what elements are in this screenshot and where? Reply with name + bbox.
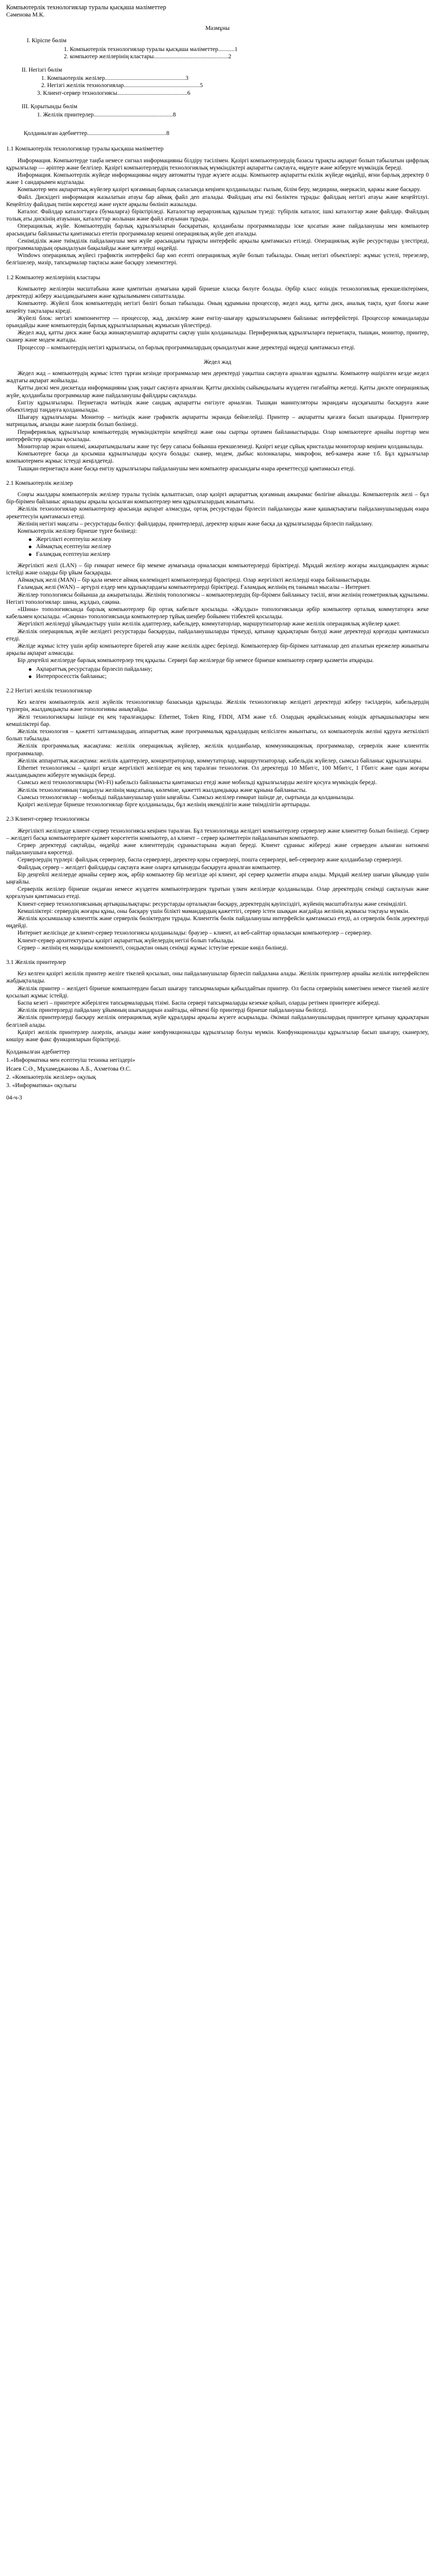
paragraph: Кез келген қазіргі желілік принтер желіге тікелей қосылып, оны пайдаланушылар бірлесіп пайдалана алады. Желілік принтерлер арнайы желілік интерфейспен жабдықталады. xyxy=(6,970,429,985)
paragraph: Қазіргі желілік принтерлер лазерлік, ағынды және көпфункционалды құрылғылар болуы мүмкін. Көпфункционалды құрылғылар басып шығару, сканерлеу, көшіру және факс функцияларын біріктіреді. xyxy=(6,1028,429,1043)
paragraph: Желілік принтерлерді пайдалану ұйымның шығындарын азайтады, өйткені бір принтерді бірнеше пайдаланушы бөліседі. xyxy=(18,1007,328,1014)
toc-item: 3. Клиент-сервер технологиясы...............................................6 xyxy=(37,89,190,96)
paragraph: Аймақтық желі (MAN) – бір қала немесе аймақ көлеміндегі компьютерлерді біріктіреді. Олар жергілікті желілерді өзара байланыстырады. xyxy=(18,577,371,584)
paragraph: Ғаламдық желі (WAN) – әртүрлі елдер мен құрлықтардағы компьютерлерді біріктіреді. Ғаламдық желінің ең танымал мысалы – Интернет. xyxy=(18,584,371,591)
bullet-item: Жергілікті есептеуіш желілер xyxy=(36,536,429,543)
references-heading: Қолданылған әдебиеттер xyxy=(6,1048,70,1056)
paragraph: Жергілікті желілерде клиент-сервер технологиясы кеңінен таралған. Бұл технологияда желідегі компьютерлер серверлер және клиенттер болып бөлінеді. Сервер – желідегі басқа компьютерлерге қызмет көрсететін компьютер, ал клиент – сервер қызметтерін пайдаланатын компьютер. xyxy=(6,827,429,841)
paragraph: Жедел жад – компьютердің жұмыс істеп тұрған кезінде программалар мен деректерді уақытша сақтауға арналған құрылғы. Компьютер өшірілген кезде жедел жадтағы ақпарат жойылады. xyxy=(6,369,429,384)
section xyxy=(6,687,429,808)
bullet-item: Ақпараттық ресурстарды бірлесіп пайдалану; xyxy=(36,666,429,673)
paragraph: Информация. Компьютерлік жүйеде информацияны өңдеу автоматты түрде жүзеге асады. Компьютер ақпаратты екілік жүйеде өңдейді, яғни барлық деректер 0 және 1 сандарымен кодталады. xyxy=(6,172,429,186)
section-heading: 2.1 Компьютерлік желілер xyxy=(6,479,73,486)
paragraph: Соңғы жылдары компьютерлік желілер туралы түсінік қалыптасып, олар қазіргі ақпараттық қоғамның ажырамас бөлігіне айналды. Компьютерлік желі – бұл бір-бірімен байланыс арналары арқылы қосылған компьютерлер мен құрылғылардың жиынтығы. xyxy=(6,490,429,505)
toc-item: 1. Компьютерлік желілер......................................................3 xyxy=(41,75,189,82)
toc-item: II. Негізгі бөлім xyxy=(22,66,62,74)
paragraph: «Шина» топологиясында барлық компьютерлер бір ортақ кабельге қосылады. «Жұлдыз» топологиясында әрбір компьютер орталық коммутаторға жеке кабельмен қосылады. «Сақина» топологиясында компьютерлер тұйық шеңбер бойымен тізбектей қосылады. xyxy=(6,606,429,620)
paragraph: Шығару құрылғылары. Монитор – мәтіндік және графиктік ақпаратты экранда бейнелейді. Принтер – ақпаратты қағазға басып шығарады. Принтерлер матрицалық, ағынды және лазерлік болып бөлінеді. xyxy=(6,414,429,428)
paragraph: Кемшіліктері: сервердің жоғары құны, оны басқару үшін білікті мамандардың қажеттігі, сервер істен шыққан жағдайда желінің жұмысы тоқтауы мүмкін. xyxy=(18,907,410,914)
section-heading: 2.3 Клиент-сервер технологиясы xyxy=(6,816,90,823)
paragraph: Желілер топологиясы бойынша да ажыратылады. Желінің топологиясы – компьютерлердің бір-бірімен байланысу тәсілі, яғни желінің геометриялық құрылымы. Негізгі топологиялар: шина, жұлдыз, сақина. xyxy=(6,591,429,605)
paragraph: Компьютерге басқа да қосымша құрылғыларды қосуға болады: сканер, модем, дыбыс колонкалары, микрофон, веб-камера және т.б. Бұл құрылғылар компьютермен жұмыс істеуді жеңілдетеді. xyxy=(6,450,429,465)
bullet-list xyxy=(6,666,429,680)
paragraph: Қатты дискі мен дискетада информацияны ұзақ уақыт сақтауға арналған. Қатты дискінің сыйымдылығы жүздеген гигабайтқа жетеді. Қатты дискте операциялық жүйе, қолданбалы программалар және пайдаланушы файлдары сақталады. xyxy=(6,384,429,399)
paragraph: Процессор – компьютердің негізгі құрылғысы, ол барлық программалардың орындалуын және деректерді өңдеуді қамтамасыз етеді. xyxy=(18,344,356,351)
reference-item: 1.«Информатика мен есептеуіш техника негіздері» xyxy=(6,1057,135,1064)
paragraph: Файлдық сервер – желідегі файлдарды сақтауға және оларға қатынауды басқаруға арналған компьютер. xyxy=(18,863,282,871)
paragraph: Компьютерлік желілер бірнеше түрге бөлінеді: xyxy=(18,527,137,534)
bullet-item: Аймақтық есептеуіш желілер xyxy=(36,543,429,550)
paragraph: Каталог. Файлдар каталогтарға (бумаларға) біріктіріледі. Каталогтар иерархиялық құрылым түзеді: түбірлік каталог, ішкі каталогтар және файлдар. Файлдың толық аты дискінің атауынан, каталогтар жолынан және файл атауынан тұрады. xyxy=(6,208,429,223)
paragraph: Клиент-сервер архитектурасы қазіргі ақпараттық жүйелердің негізі болып табылады. xyxy=(18,937,235,944)
document-title: Компьютерлік технологиялар туралы қысқаша мәліметтер xyxy=(6,4,166,11)
paragraph: Желілік технологиялар компьютерлер арасында ақпарат алмасуды, ортақ ресурстарды бірлесіп пайдалануды және қашықтықтағы пайдаланушылардың өзара әрекеттесуін қамтамасыз етеді. xyxy=(6,505,429,520)
paragraph: Серверлік желілер бірнеше ондаған немесе жүздеген компьютерлерден тұратын үлкен желілерде қолданылады. Олар деректердің сенімді сақталуын және қорғалуын қамтамасыз етеді. xyxy=(6,886,429,900)
paragraph: Компьютер мен ақпараттық жүйелер қазіргі қоғамның барлық саласында кеңінен қолданылады: ғылым, білім беру, медицина, өнеркәсіп, қаржы және басқару. xyxy=(18,186,421,193)
paragraph: Информация. Компьютерде таңба немесе сигнал информацияны білдіру тәсілімен. Қазіргі компьютерлердің базасы тұрақты ақпарат болып табылатын цифрлық құрылғылар — әріптер және белгілер. Қазіргі компьютерлердің технологиялық мүмкіндіктері ақпаратты сақтауға, өңдеуге және жіберуге мүмкіндік береді. xyxy=(6,157,429,171)
paragraph: Сеніміділік және тиімділік пайдаланушы мен жүйе арасындағы тұрақты интерфейс арқылы қамтамасыз етіледі. Операциялық жүйе ресурстарды үлестіреді, программалардың орындалуын бақылайды және қателерді өңдейді. xyxy=(6,237,429,252)
paragraph: Файл. Дискідегі информация жазылатын атауы бар аймақ файл деп аталады. Файлдың аты екі бөліктен тұрады: файлдың негізгі атауы және кеңейтілуі. Кеңейтілу файлдың типін көрсетеді және нүкте арқылы бөлініп жазылады. xyxy=(6,193,429,208)
paragraph: Бір деңгейлі желілерде арнайы сервер жоқ, әрбір компьютер бір мезгілде әрі клиент, әрі сервер қызметін атқара алады. Мұндай желілер шағын ұйымдар үшін ыңғайлы. xyxy=(6,871,429,885)
section-heading: 2.2 Негізгі желілік технологиялар xyxy=(6,687,92,694)
paragraph: Компьютер. Жүйелі блок компьютердің негізгі бөлігі болып табылады. Оның құрамына процессор, жедел жад, қатты диск, аналық тақта, қуат блогы және кеңейту тақталары кіреді. xyxy=(6,300,429,314)
bullet-item: Ғаламдық есептеуіш желілер xyxy=(36,551,429,558)
paragraph: Сымсыз желі технологиялары (Wi-Fi) кабельсіз байланысты қамтамасыз етеді және мобильді құрылғыларды желіге қосуға мүмкіндік береді. xyxy=(18,779,377,786)
table-of-contents xyxy=(6,25,429,137)
paragraph: Желілік технологияның таңдалуы желінің мақсатына, көлеміне, қажетті жылдамдыққа және құнына байланысты. xyxy=(18,786,307,793)
document-page xyxy=(0,0,436,1107)
paragraph: Серверлердің түрлері: файлдық серверлер, баспа серверлері, деректер қоры серверлері, пошта серверлері, веб-серверлер және қолданбалар серверлері. xyxy=(18,856,403,863)
page-footer: 04-ч-3 xyxy=(6,1094,22,1101)
paragraph: Сервер – желінің ең маңызды компоненті, сондықтан оның сенімді жұмыс істеуіне ерекше көңіл бөлінеді. xyxy=(18,944,288,951)
paragraph: Енгізу құрылғылары. Пернетақта мәтіндік және сандық ақпаратты енгізуге арналған. Тышқан манипуляторы экрандағы нұсқағышты басқаруға және объектілерді таңдауға қолданылады. xyxy=(6,399,429,413)
reference-item: 3. «Информатика» оқулығы xyxy=(6,1082,77,1089)
toc-item: 2. Негізгі желілік технологиялар...................................................5 xyxy=(41,82,203,89)
toc-item: 1. Желілік принтерлер.....................................................8 xyxy=(37,111,176,118)
toc-items xyxy=(6,37,429,137)
section-heading: 3.1 Желілік принтерлер xyxy=(6,958,66,965)
paragraph: Желілік қосымшалар клиенттік және серверлік бөліктерден тұрады. Клиенттік бөлік пайдаланушы интерфейсін қамтамасыз етеді, ал серверлік бөлік деректерді өңдейді. xyxy=(6,914,429,929)
references xyxy=(6,1048,429,1089)
toc-item: III. Қорытынды бөлім xyxy=(22,103,78,110)
section-heading: 1.1 Компьютерлік технологиялар туралы қысқаша мәліметтер xyxy=(6,145,164,152)
document-author: Сәменова М.К. xyxy=(6,11,45,18)
paragraph: Қазіргі желілерде бірнеше технологиялар бірге қолданылады, бұл желінің икемділігін және тиімділігін арттырады. xyxy=(18,801,311,808)
paragraph: Желілік аппараттық жасақтама: желілік адаптерлер, концентраторлар, коммутаторлар, маршрутизаторлар, кабельдік жүйелер, сымсыз байланыс құрылғылары. xyxy=(18,757,423,764)
paragraph: Жергілікті желі (LAN) – бір ғимарат немесе бір мекеме аумағында орналасқан компьютерлерді біріктіреді. Мұндай желілер жоғары жылдамдықпен жұмыс істейді және оларды бір ұйым басқарады. xyxy=(6,562,429,576)
bullet-list xyxy=(6,536,429,558)
section xyxy=(6,816,429,952)
paragraph: Бір деңгейлі желілерде барлық компьютерлер тең құқылы. Сервері бар желілерде бір немесе бірнеше компьютер сервер қызметін атқарады. xyxy=(18,657,374,664)
section xyxy=(6,145,429,266)
paragraph: Windows операциялық жүйесі графиктік интерфейсі бар көп есепті операциялық жүйе болып табылады. Оның негізгі объектілері: жұмыс үстелі, терезелер, белгішелер, мәзір, тапсырмалар тақтасы және басқару элементтері. xyxy=(6,252,429,266)
paragraph: Тышқан-пернетақта және басқа енгізу құрылғылары пайдаланушы мен компьютер арасындағы өзара әрекеттесуді қамтамасыз етеді. xyxy=(18,465,355,472)
reference-item: 2. «Компьютерлік желілер» оқулық xyxy=(6,1073,96,1080)
paragraph: Клиент-сервер технологиясының артықшылықтары: ресурстарды орталықтан басқару, деректердің қауіпсіздігі, жүйенің масштабталуы және сенімділігі. xyxy=(18,900,407,907)
paragraph: Желі технологиялары ішінде ең кең таралғандары: Ethernet, Token Ring, FDDI, ATM және т.б. Олардың әрқайсысының өзіндік артықшылықтары мен кемшіліктері бар. xyxy=(6,713,429,727)
section xyxy=(6,480,429,680)
document-sections xyxy=(6,145,429,1043)
section xyxy=(6,274,429,351)
paragraph: Баспа кезегі – принтерге жіберілген тапсырмалардың тізімі. Баспа сервері тапсырмаларды кезекке қойып, оларды ретімен принтерге жібереді. xyxy=(18,999,380,1006)
paragraph: Желілік принтер – желідегі бірнеше компьютерден басып шығару тапсырмаларын қабылдайтын принтер. Ол баспа серверінің көмегімен немесе тікелей желіге қосылып жұмыс істейді. xyxy=(6,985,429,999)
paragraph: Желіде жұмыс істеу үшін әрбір компьютерге бірегей атау және желілік адрес беріледі. Компьютерлер бір-бірімен хаттамалар деп аталатын ережелер жиынтығы арқылы ақпарат алмасады. xyxy=(6,642,429,657)
toc-item: 1. Компьютерлік технологиялар туралы қысқаша мәліметтер...........1 xyxy=(64,45,238,53)
paragraph: Ethernet технологиясы – қазіргі кезде жергілікті желілерде ең кең таралған технология. Ол деректерді 10 Мбит/с, 100 Мбит/с, 1 Гбит/с және одан жоғары жылдамдықпен жіберуге мүмкіндік береді. xyxy=(6,765,429,779)
section xyxy=(6,959,429,1043)
paragraph: Перифериялық құрылғылар компьютердің мүмкіндіктерін кеңейтеді және оны сыртқы ортамен байланыстырады. Олар компьютерге арнайы порттар мен интерфейстер арқылы қосылады. xyxy=(6,428,429,443)
paragraph: Мониторлар экран өлшемі, ажыратымдылығы және түс беру сапасы бойынша ерекшеленеді. Қазіргі кезде сұйық кристалды мониторлар кеңінен қолданылады. xyxy=(18,443,424,450)
paragraph: Операциялық жүйе. Компьютердің барлық құрылғыларын басқаратын, қолданбалы программаларды іске қосатын және пайдаланушы мен компьютер арасындағы байланысты қамтамасыз ететін программалар кешені операциялық жүйе деп аталады. xyxy=(6,223,429,237)
paragraph: Жедел жад, қатты диск және басқа жинақтауыштар ақпаратты сақтау үшін қолданылады. Перифериялық құрылғыларға пернетақта, тышқан, монитор, принтер, сканер және модем жатады. xyxy=(6,329,429,344)
bullet-item: Интерпросесстік байланыс; xyxy=(36,673,429,680)
section-heading: 1.2 Компьютер желілерінің кластары xyxy=(6,274,100,281)
paragraph: Жүйелі блок: негізгі компоненттер — процессор, жад, дискілер және енгізу-шығару құрылғыларымен байланыс интерфейстері. Процессор командаларды орындайды және компьютердің барлық құрылғыларының жұмысын үйлестіреді. xyxy=(6,314,429,329)
paragraph: Интернет желісінде де клиент-сервер технологиясы қолданылады: браузер – клиент, ал веб-сайттар орналасқан компьютерлер – серверлер. xyxy=(18,929,372,937)
section-heading: Жедел жад xyxy=(203,358,232,365)
toc-item: 2. компьютер желілерінің кластары..................................................2 xyxy=(64,53,232,60)
reference-item: Исаев С.Ә., Мұхамеджанова А.Б., Ахметова Ө.С. xyxy=(6,1065,131,1072)
references-list xyxy=(6,1057,429,1089)
toc-item: I. Кіріспе бөлім xyxy=(27,37,67,44)
paragraph: Желілік программалық жасақтама: желілік операциялық жүйелер, желілік қолданбалар, коммуникациялық программалар, серверлік және клиенттік программалар. xyxy=(6,742,429,757)
paragraph: Сервер деректерді сақтайды, өңдейді және клиенттердің сұраныстарына жауап береді. Клиент сұраныс жібереді және серверден алынған нәтижені пайдаланушыға көрсетеді. xyxy=(6,841,429,856)
paragraph: Желілік технология – қажетті хаттамалардың, аппараттық және программалық құралдардың келісілген жиынтығы, ол компьютерлік желіні құруға жеткілікті болып табылады. xyxy=(6,728,429,742)
paragraph: Сымсыз технологиялар – мобильді пайдаланушылар үшін ыңғайлы. Сымсыз желілер ғимарат ішінде де, сыртында да қолданылады. xyxy=(18,793,355,801)
toc-heading: Мазмұны xyxy=(205,25,230,32)
toc-item: Қолданылған әдебиеттер.....................................................8 xyxy=(24,130,169,137)
paragraph: Кез келген компьютерлік желі жүйелік технологиялар базасында құрылады. Желілік технологиялар желідегі деректерді жіберу тәсілдерін, кабельдердің түрлерін, жылдамдықты және топологияны анықтайды. xyxy=(6,699,429,713)
paragraph: Компьютер желілерін масштабына және қамтитын аумағына қарай бірнеше класқа бөлуге болады. Әрбір класс өзіндік технологиялық ерекшеліктерімен, деректерді жіберу жылдамдығымен және құрылымымен сипатталады. xyxy=(6,285,429,300)
section xyxy=(6,359,429,472)
paragraph: Желілік принтерлерді басқару желілік операциялық жүйе құралдары арқылы жүзеге асырылады. Әкімші пайдаланушылардың принтерге қатынау құқықтарын белгілей алады. xyxy=(6,1014,429,1028)
paragraph: Желілік операциялық жүйе желідегі ресурстарды басқаруды, пайдаланушыларды тіркеуді, қатынау құқықтарын бөлуді және деректерді қорғауды қамтамасыз етеді. xyxy=(6,628,429,642)
paragraph: Жергілікті желілерді ұйымдастыру үшін желілік адаптерлер, кабельдер, коммутаторлар, маршрутизаторлар және желілік операциялық жүйелер қажет. xyxy=(18,620,400,628)
paragraph: Желінің негізгі мақсаты – ресурстарды бөлісу: файлдарды, принтерлерді, деректер қорын және басқа да құрылғыларды бірлесіп пайдалану. xyxy=(18,520,373,527)
